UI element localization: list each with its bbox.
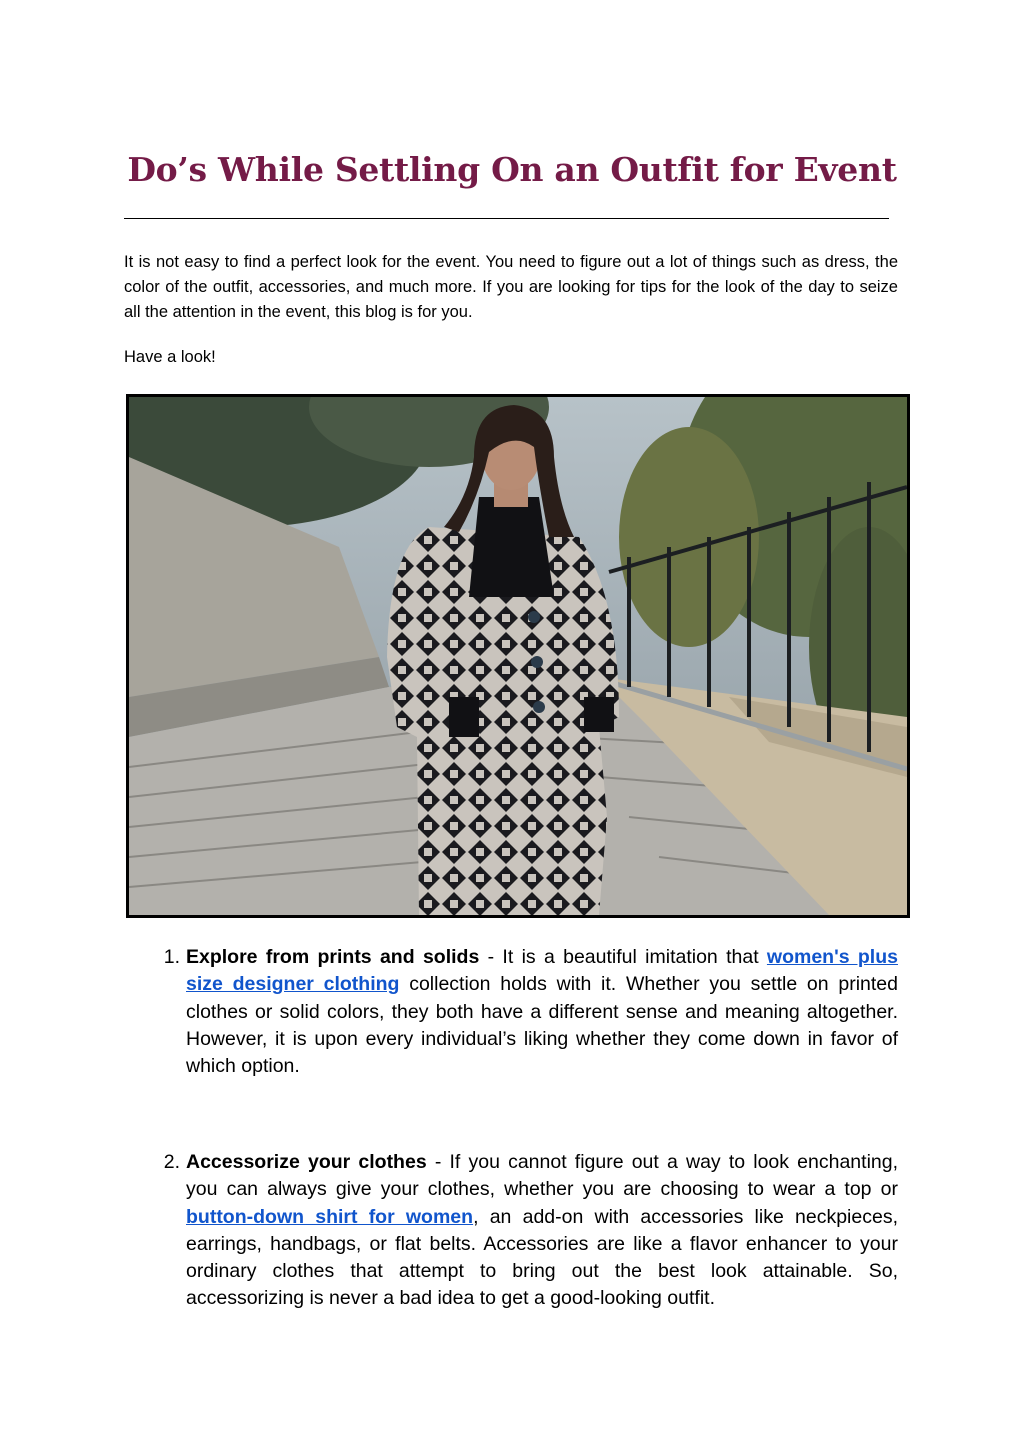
list-item-text: collection holds with it. Whether you settle on printed clothes or solid colors, they both have a different sense and meaning altogether. However, it is upon every individual’s liking whether they come down in favor of which option. xyxy=(186,973,898,1078)
title-divider xyxy=(124,218,889,219)
list-item-text: - If you cannot figure out a way to look enchanting, you can always give your clothes, whether you are choosing to wear a top or xyxy=(186,1151,899,1201)
list-number: 2. xyxy=(163,1151,180,1173)
list-item-heading: Accessorize your clothes xyxy=(186,1151,427,1173)
list-number: 1. xyxy=(163,946,180,968)
womens-plus-size-link[interactable]: women's plus size designer clothing xyxy=(186,946,898,996)
list-item-accessorize xyxy=(163,1149,899,1313)
button-down-shirt-link[interactable]: button-down shirt for women xyxy=(186,1205,474,1228)
outfit-photo xyxy=(126,394,910,918)
list-item-explore-prints xyxy=(163,944,898,1080)
list-item-text: - It is a beautiful imitation that xyxy=(479,946,767,968)
woman-on-stairs-illustration xyxy=(129,397,907,915)
page-title: Do’s While Settling On an Outfit for Event xyxy=(127,150,897,189)
list-item-text: , an add-on with accessories like neckpieces, earrings, handbags, or flat belts. Accessories are like a flavor enhancer to your ordinary clothes that attempt to bring out the best look attainable. So, accessorizing is never a bad idea to get a good-looking outfit. xyxy=(186,1205,898,1310)
intro-paragraph: It is not easy to find a perfect look for the event. You need to figure out a lot of things such as dress, the color of the outfit, accessories, and much more. If you are looking for tips for the look of the day to seize all the attention in the event, this blog is for you. xyxy=(124,253,898,321)
have-a-look-text: Have a look! xyxy=(124,348,216,366)
list-item-heading: Explore from prints and solids xyxy=(186,946,480,968)
